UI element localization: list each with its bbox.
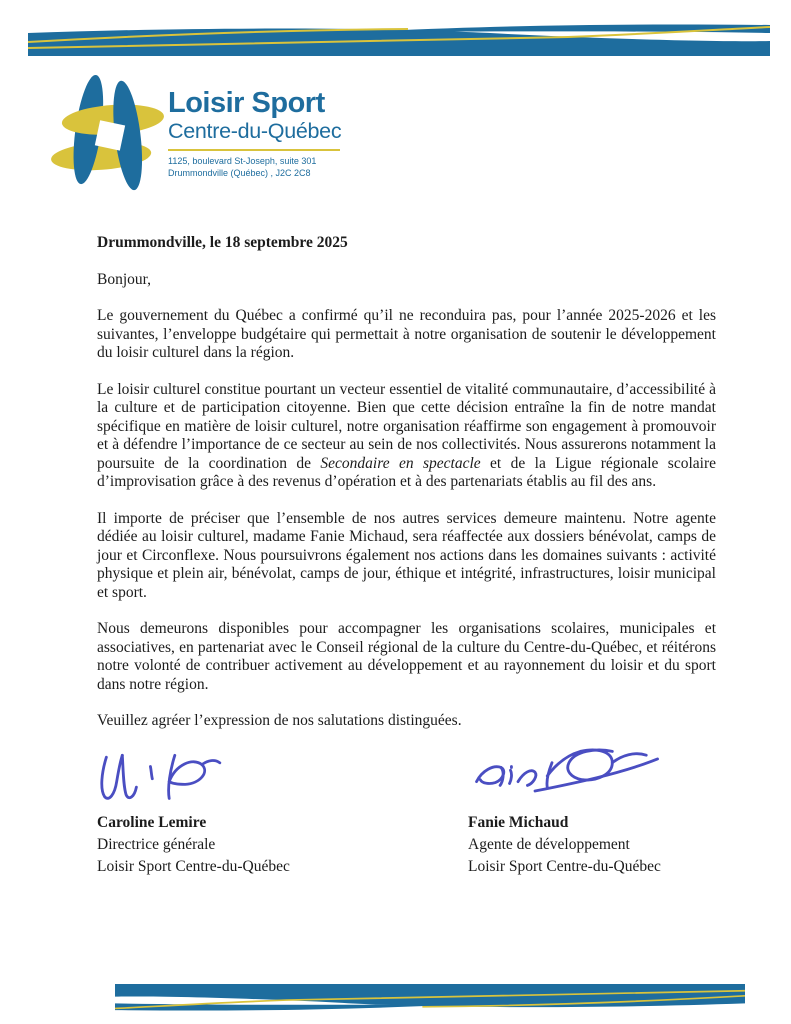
- paragraph-2-part1: Le loisir culturel constitue pourtant un vecteur essentiel de vitalité communautaire, d’accessibilité à la culture et de participation citoyenne. Bien que cette décision entraîne la fin de notre mandat spécifique en matière de loisir culturel, notre organisation réaffirme son engagement à promouvoir et à défendre l’importance de ce secteur au sein de nos collectivités. Nous assurerons notamment la poursuite de la coordination de: [97, 380, 716, 472]
- salutation: Bonjour,: [97, 270, 152, 288]
- letterhead-bottom-band: [115, 984, 745, 1011]
- paragraph-2: [97, 381, 716, 492]
- paragraph-1: Le gouvernement du Québec a confirmé qu’il ne reconduira pas, pour l’année 2025-2026 et les suivantes, l’enveloppe budgétaire qui permettait à notre organisation de soutenir le développement du loisir culturel dans la région.: [97, 307, 716, 361]
- letter-body: [97, 234, 716, 749]
- paragraph-2-italic-title: Secondaire en spectacle: [320, 454, 481, 472]
- logo-pinwheel-icon: [50, 66, 168, 194]
- signer-title: Directrice générale: [97, 836, 216, 853]
- paragraph-4: Nous demeurons disponibles pour accompagner les organisations scolaires, municipales et associatives, en partenariat avec le Conseil régional de la culture du Centre-du-Québec, et réitérons notre volonté de contribuer activement au développement et au rayonnement du loisir et du sport dans notre région.: [97, 620, 716, 693]
- paragraph-3: Il importe de préciser que l’ensemble de nos autres services demeure maintenu. Notre agente dédiée au loisir culturel, madame Fanie Michaud, sera réaffectée aux dossiers bénévolat, camps de jour et Circonflexe. Nous poursuivrons également nos actions dans les domaines suivants : activité physique et plein air, bénévolat, camps de jour, éthique et intégrité, infrastructures, loisir municipal et sport.: [97, 509, 716, 601]
- org-address-line2: Drummondville (Québec) , J2C 2C8: [168, 168, 311, 178]
- signature-caroline-lemire: [97, 742, 468, 808]
- org-logo: [50, 66, 168, 194]
- org-name-line2: Centre-du-Québec: [168, 119, 342, 143]
- signer-name: Fanie Michaud: [468, 814, 569, 831]
- dateline: Drummondville, le 18 septembre 2025: [97, 234, 348, 251]
- gold-divider: [168, 149, 340, 151]
- paragraph-2-part2: et de la Ligue régionale scolaire d’improvisation grâce à des revenus d’opération et à des partenariats établis au fil des ans.: [97, 454, 717, 490]
- signature-block-fanie-michaud: [468, 742, 716, 878]
- signer-org: Loisir Sport Centre-du-Québec: [97, 858, 290, 875]
- signature-section: [97, 742, 716, 878]
- closing-line: Veuillez agréer l’expression de nos salutations distinguées.: [97, 712, 462, 729]
- swoosh-graphic: [115, 984, 745, 1011]
- signature-block-caroline-lemire: [97, 742, 468, 878]
- swoosh-graphic: [28, 24, 770, 56]
- org-name-line1: Loisir Sport: [168, 87, 325, 119]
- signer-name: Caroline Lemire: [97, 814, 207, 831]
- letterhead-top-band: [28, 24, 770, 56]
- org-address-line1: 1125, boulevard St-Joseph, suite 301: [168, 156, 317, 166]
- handwritten-signature-icon: [468, 742, 668, 808]
- signer-org: Loisir Sport Centre-du-Québec: [468, 858, 661, 875]
- signer-title: Agente de développement: [468, 836, 630, 853]
- org-wordmark: [168, 88, 428, 179]
- signature-fanie-michaud: [468, 742, 716, 808]
- handwritten-signature-icon: [97, 742, 247, 808]
